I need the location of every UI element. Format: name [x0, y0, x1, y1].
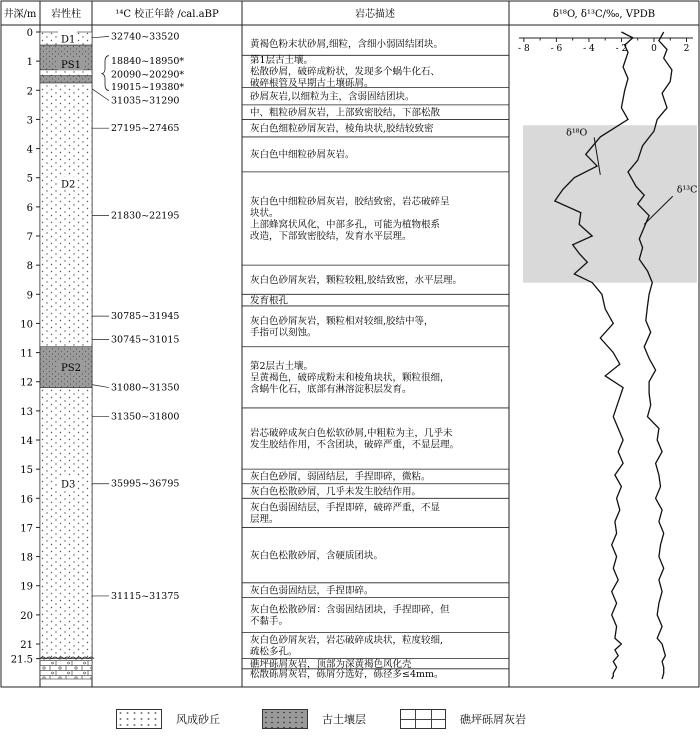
header-depth: 井深/m: [3, 9, 37, 20]
depth-label: 2: [26, 86, 33, 98]
description-line: 手指可以刻蚀。: [250, 327, 317, 339]
description-line: 发育根孔: [250, 295, 289, 307]
depth-label: 17: [20, 523, 33, 535]
x-tick-label: - 6: [550, 44, 563, 54]
depth-label: 19: [20, 581, 33, 593]
annotation-label: δ¹⁸O: [566, 127, 588, 139]
header-age: ¹⁴C 校正年龄 /cal.aBP: [115, 9, 219, 20]
age-leader: [92, 385, 109, 388]
age-label: 32740~33520: [111, 31, 180, 43]
depth-label: 16: [20, 494, 33, 506]
lith-unit-reef: [40, 659, 92, 679]
description-line: 灰白色松散砂屑，几乎未发生胶结作用。: [250, 486, 422, 498]
description-line: 灰白色松散砂屑：含弱固结团块，手捏即碎，但: [250, 604, 450, 616]
depth-label: 4: [26, 144, 33, 156]
depth-label: 10: [20, 319, 33, 331]
description-line: 灰白色中细粒砂屑灰岩，胶结致密，岩芯破碎呈: [250, 196, 450, 208]
description-line: 灰白色弱固结层，手捏即碎。: [250, 585, 374, 597]
depth-label: 20: [20, 610, 33, 622]
depth-label: 5: [26, 173, 33, 185]
header-lithology: 岩性柱: [51, 9, 81, 20]
x-tick-label: - 8: [518, 44, 530, 54]
depth-label: 1: [26, 57, 33, 69]
depth-label: 7: [26, 232, 33, 244]
description-line: 呈黄褐色，破碎成粉末和棱角块状，颗粒很细，: [250, 372, 450, 384]
age-leader: [92, 89, 109, 101]
description-line: 第1层古土壤。: [250, 55, 314, 67]
legend-item-reef: [400, 706, 526, 732]
description-line: 灰白色砂屑灰岩，颗粒相对较细,胶结中等，: [250, 315, 434, 327]
lith-label-ps2: PS2: [61, 363, 81, 375]
description-line: 岩芯破碎成灰白色松软砂屑,中粗粒为主，几乎未: [250, 428, 453, 440]
depth-label: 8: [26, 261, 33, 273]
description-line: 发生胶结作用，不含团块，破碎严重，不显层理。: [250, 439, 460, 451]
age-brace: [102, 56, 109, 91]
description-line: 灰白色细粒砂屑灰岩，棱角块状,胶结较致密: [250, 123, 434, 135]
age-column: [92, 31, 184, 602]
description-line: 灰白色松散砂屑，含硬质团块。: [250, 550, 384, 562]
age-label: 27195~27465: [111, 123, 180, 135]
depth-label: 21.5: [10, 654, 33, 666]
x-tick-label: - 2: [615, 44, 628, 54]
header-description: 岩芯描述: [355, 9, 395, 20]
header-isotope: δ¹⁸O, δ¹³C/‰, VPDB: [552, 9, 656, 20]
description-line: 礁坪砾屑灰岩，顶部为深黄褐色风化壳: [250, 658, 412, 670]
depth-label: 13: [20, 406, 33, 418]
age-label: 21830~22195: [111, 210, 180, 222]
legend-swatch-sand: [116, 709, 162, 729]
description-line: 改造，下部致密胶结，发育水平层理。: [250, 231, 412, 243]
description-line: 灰白色砂屑灰岩，颗粒较粗,胶结致密，水平层理。: [250, 274, 463, 286]
x-tick-label: - 4: [583, 44, 595, 54]
depth-label: 18: [20, 552, 33, 564]
description-line: 松散砂屑，破碎成粉状，发现多个蜗牛化石、: [250, 66, 441, 78]
legend-label-soil: 古土壤层: [322, 713, 366, 726]
description-line: 松散砾屑灰岩，砾屑分选好，砾径多≤4mm。: [250, 669, 444, 681]
age-label: 20090~20290*: [111, 69, 185, 81]
description-line: 疏松多孔。: [250, 646, 298, 658]
description-line: 含蜗牛化石，底部有淋溶淀积层发育。: [250, 384, 412, 396]
age-label: 19015~19380*: [111, 81, 185, 93]
description-line: 层理。: [250, 513, 279, 525]
lith-unit-sand: [40, 388, 92, 659]
description-column: [242, 38, 509, 680]
lith-label-d2: D2: [61, 179, 76, 191]
lith-label-d1: D1: [61, 34, 76, 46]
highlight-band-rect: [523, 125, 697, 282]
legend-item-sand: [116, 706, 220, 732]
description-line: 不黏手。: [250, 615, 289, 627]
header-row: [1, 1, 699, 25]
depth-label: 0: [26, 28, 33, 39]
depth-label: 6: [26, 202, 33, 214]
age-label: 31080~31350: [111, 382, 180, 394]
highlight-band: [523, 125, 697, 282]
legend-label-sand: 风成砂丘: [176, 713, 220, 726]
description-line: 砂屑灰岩,以细粒为主，含弱固结团块。: [250, 91, 415, 103]
description-line: 灰白色弱固结层，手捏即碎，破碎严重，不显: [250, 502, 441, 514]
description-line: 灰白色砂屑，弱固结层，手捏即碎，微粘。: [250, 471, 431, 483]
age-label: 35995~36795: [111, 478, 180, 490]
description-line: 破碎根管及早期古土壤砾屑。: [250, 78, 374, 90]
legend-swatch-soil: [262, 709, 308, 729]
description-line: 黄褐色粉末状砂屑,细粒，含细小弱固结团块。: [250, 38, 444, 50]
legend: [0, 706, 700, 732]
lith-unit-soil: [40, 76, 92, 83]
lith-label-ps1: PS1: [61, 60, 81, 72]
description-line: 灰白色中细粒砂屑灰岩。: [250, 149, 355, 161]
legend-swatch-reef: [400, 709, 446, 729]
depth-axis: [11, 28, 40, 666]
legend-item-soil: [262, 706, 366, 732]
depth-label: 12: [20, 377, 33, 389]
annotation-label: δ¹³C: [676, 184, 698, 196]
age-leader: [92, 36, 109, 37]
lith-unit-sand: [40, 83, 92, 347]
depth-label: 14: [20, 436, 33, 448]
age-label: 30785~31945: [111, 311, 180, 323]
depth-label: 21: [20, 640, 33, 652]
depth-label: 15: [20, 465, 33, 477]
description-line: 第2层古土壤。: [250, 361, 314, 373]
x-tick-label: 0: [651, 44, 657, 54]
description-line: 灰白色砂屑灰岩，岩芯破碎成块状，粒度较细,: [250, 634, 444, 646]
age-label: 18840~18950*: [111, 56, 185, 68]
lith-label-d3: D3: [61, 479, 76, 491]
description-line: 中、粗粒砂屑灰岩，上部致密胶结，下部松散: [250, 107, 441, 119]
age-label: 31035~31290: [111, 95, 180, 107]
lithology-column: [40, 31, 94, 679]
depth-label: 9: [26, 290, 33, 302]
age-label: 30745~31015: [111, 334, 180, 346]
depth-label: 11: [20, 348, 33, 360]
age-label: 31350~31800: [111, 411, 180, 423]
depth-label: 3: [26, 115, 33, 127]
description-line: 上部蜂窝状风化，中部多孔，可能为植物根系: [250, 219, 441, 231]
legend-label-reef: 礁坪砾屑灰岩: [460, 713, 526, 726]
description-line: 块状。: [250, 208, 279, 220]
x-tick-label: 2: [683, 44, 690, 54]
age-label: 31115~31375: [111, 590, 180, 602]
